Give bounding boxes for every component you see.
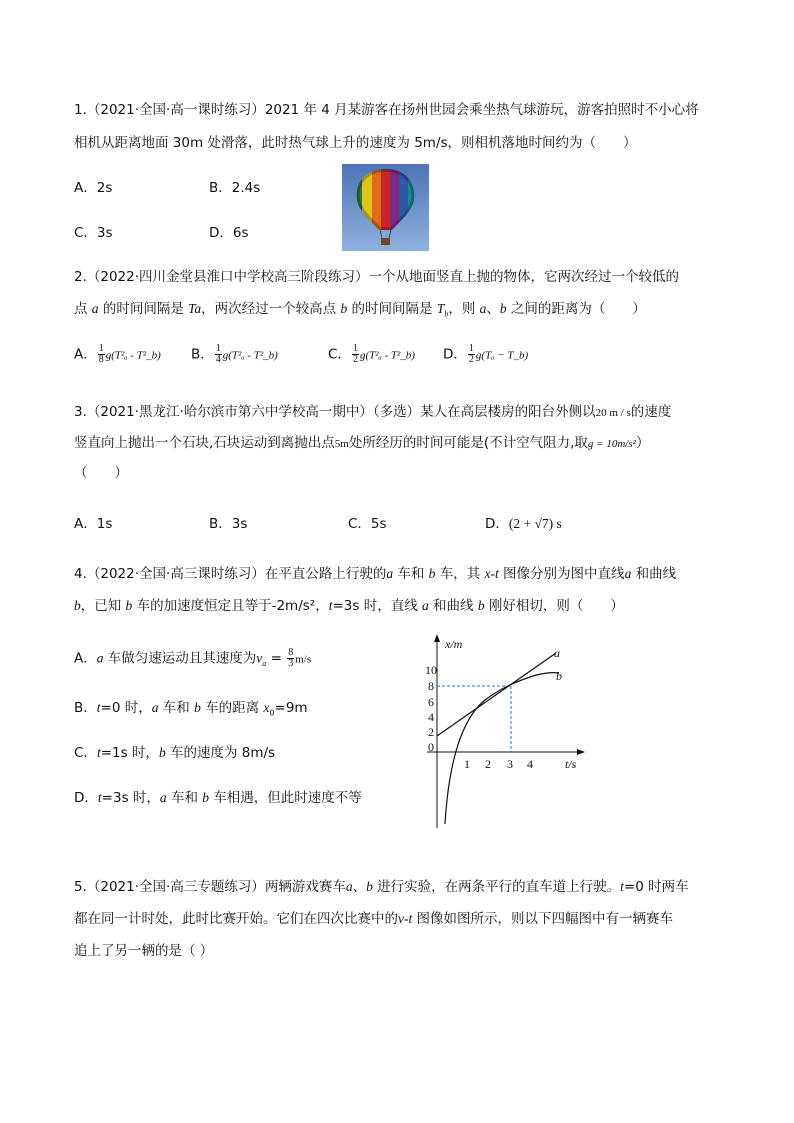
q2-text-line2: 点 a 的时间间隔是 Ta，两次经过一个较高点 b 的时间间隔是 $T_b$，则 a、b 之间的距离为（ ） xyxy=(74,301,646,319)
xt-graph xyxy=(415,628,595,834)
x-axis-arrow xyxy=(577,749,585,755)
line-a xyxy=(437,653,556,736)
q1-text-line1: 1.（2021·全国·高一课时练习）2021 年 4 月某游客在扬州世园会乘坐热气球游玩，游客拍照时不小心将 xyxy=(74,102,699,118)
y-tick-2: 2 xyxy=(428,725,434,739)
q4-option-b: B．t=0 时，a 车和 b 车的距离 $x_0=9m$ xyxy=(74,700,308,718)
y-axis-arrow xyxy=(434,634,440,642)
q3-option-b: B．3s xyxy=(209,516,248,532)
q3-option-d: D．(2 + √7) s xyxy=(485,516,562,532)
y-tick-6: 6 xyxy=(428,695,434,709)
y-tick-10: 10 xyxy=(425,663,437,677)
q4-text-line2: b，已知 b 车的加速度恒定且等于-2m/s²，t=3s 时，直线 a 和曲线 b 刚好相切，则（ ） xyxy=(74,598,624,614)
y-axis-label: x/m xyxy=(445,637,463,651)
curve-b xyxy=(445,673,559,824)
y-tick-0: 0 xyxy=(428,740,434,754)
hot-air-balloon-image xyxy=(342,164,429,251)
q1-option-d: D．6s xyxy=(209,225,249,241)
q3-text-line3: （ ） xyxy=(74,465,128,481)
y-tick-4: 4 xyxy=(428,710,434,724)
q3-option-d-expr: (2 + √7) s xyxy=(508,516,562,531)
q2-option-d: D． $\frac{1}{2}$ g(Tₐ − T_b) xyxy=(443,343,529,365)
line-a-label: a xyxy=(554,646,560,660)
curve-b-label: b xyxy=(556,669,562,683)
x-tick-3: 3 xyxy=(507,757,513,771)
x-tick-4: 4 xyxy=(527,757,533,771)
q4-text-line1: 4.（2022·全国·高三课时练习）在平直公路上行驶的a 车和 b 车，其 x-t 图像分别为图中直线a 和曲线 xyxy=(74,566,677,582)
x-tick-1: 1 xyxy=(464,757,470,771)
y-tick-8: 8 xyxy=(428,679,434,693)
q5-text-line3: 追上了另一辆的是（ ） xyxy=(74,943,214,959)
q3-text-line2: 竖直向上抛出一个石块,石块运动到离抛出点5m处所经历的时间可能是(不计空气阻力,取g = 10m/s²） xyxy=(74,435,650,451)
q5-text-line2: 都在同一计时处，此时比赛开始。它们在四次比赛中的v-t 图像如图所示，则以下四幅图中有一辆赛车 xyxy=(74,911,674,927)
q3-text-line1: 3.（2021·黑龙江·哈尔滨市第六中学校高一期中）（多选）某人在高层楼房的阳台外侧以20 m / s的速度 xyxy=(74,404,672,420)
q2-option-c: C． $\frac{1}{2}$ g(T²ₐ - T²_b) xyxy=(328,343,415,365)
q2-option-a: A． $\frac{1}{8}$ g(T²ₐ - T²_b) xyxy=(74,343,161,365)
q1-option-c: C．3s xyxy=(74,225,113,241)
q1-option-b: B．2.4s xyxy=(209,180,261,196)
q4-option-a: A．a 车做匀速运动且其速度为$v_a$ = $\frac{8}{3}$ m/s xyxy=(74,647,312,669)
q1-text-line2: 相机从距离地面 30m 处滑落，此时热气球上升的速度为 5m/s，则相机落地时间约为（ ） xyxy=(74,135,637,151)
q3-option-c: C．5s xyxy=(348,516,387,532)
q1-option-a: A．2s xyxy=(74,180,113,196)
x-axis-label: t/s xyxy=(565,757,577,771)
q4-option-d: D．t=3s 时，a 车和 b 车相遇，但此时速度不等 xyxy=(74,790,362,806)
q5-text-line1: 5.（2021·全国·高三专题练习）两辆游戏赛车a、b 进行实验，在两条平行的直车道上行驶。t=0 时两车 xyxy=(74,879,689,895)
q2-option-b: B． $\frac{1}{4}$ g(T²ₐ - T²_b) xyxy=(191,343,278,365)
q3-option-a: A．1s xyxy=(74,516,113,532)
q4-option-c: C．t=1s 时，b 车的速度为 8m/s xyxy=(74,745,276,761)
x-tick-2: 2 xyxy=(485,757,491,771)
q2-text-line1: 2.（2022·四川金堂县淮口中学校高三阶段练习）一个从地面竖直上抛的物体，它两次经过一个较低的 xyxy=(74,269,680,285)
